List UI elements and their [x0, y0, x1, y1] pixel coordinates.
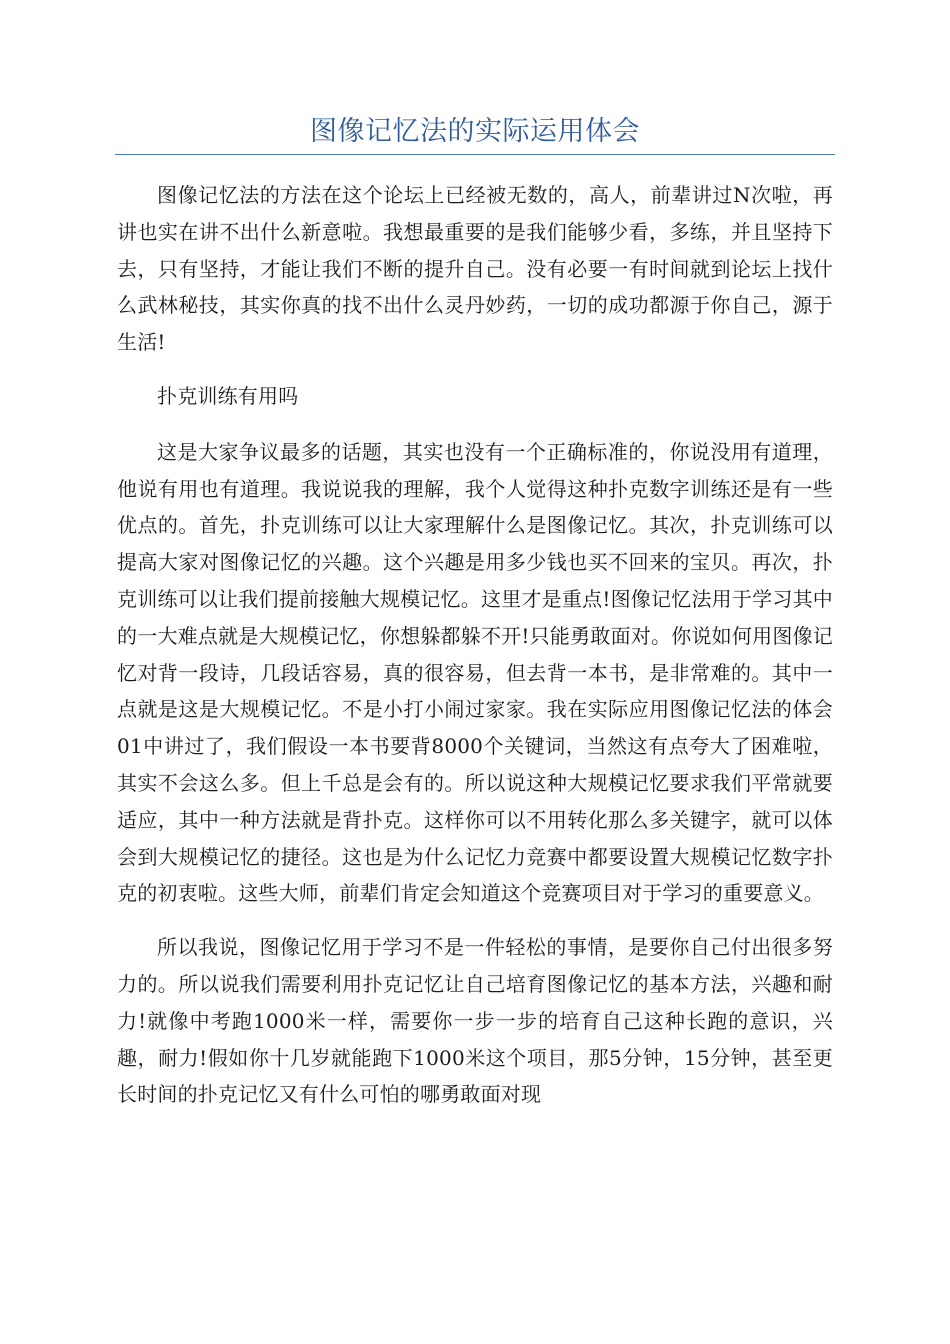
paragraph-intro: 图像记忆法的方法在这个论坛上已经被无数的，高人，前辈讲过N次啦，再讲也实在讲不出什么新意啦。我想最重要的是我们能够少看，多练，并且坚持下去，只有坚持，才能让我们不断的提升自己。没有必要一有时间就到论坛上找什么武林秘技，其实你真的找不出什么灵丹妙药，一切的成功都源于你自己，源于生活! [117, 183, 833, 355]
document-body [117, 177, 833, 1130]
title-underline [115, 154, 835, 155]
section-heading-poker: 扑克训练有用吗 [157, 383, 299, 408]
paragraph-conclusion: 所以我说，图像记忆用于学习不是一件轻松的事情，是要你自己付出很多努力的。所以说我们需要利用扑克记忆让自己培育图像记忆的基本方法，兴趣和耐力!就像中考跑1000米一样，需要你一步一步的培育自己这种长跑的意识，兴趣，耐力!假如你十几岁就能跑下1000米这个项目，那5分钟，15分钟，甚至更长时间的扑克记忆又有什么可怕的哪勇敢面对现 [117, 935, 833, 1107]
paragraph-poker-discussion: 这是大家争议最多的话题，其实也没有一个正确标准的，你说没用有道理，他说有用也有道理。我说说我的理解，我个人觉得这种扑克数字训练还是有一些优点的。首先，扑克训练可以让大家理解什么是图像记忆。其次，扑克训练可以提高大家对图像记忆的兴趣。这个兴趣是用多少钱也买不回来的宝贝。再次，扑克训练可以让我们提前接触大规模记忆。这里才是重点!图像记忆法用于学习其中的一大难点就是大规模记忆，你想躲都躲不开!只能勇敢面对。你说如何用图像记忆对背一段诗，几段话容易，真的很容易，但去背一本书，是非常难的。其中一点就是这是大规模记忆。不是小打小闹过家家。我在实际应用图像记忆法的体会01中讲过了，我们假设一本书要背8000个关键词，当然这有点夸大了困难啦，其实不会这么多。但上千总是会有的。所以说这种大规模记忆要求我们平常就要适应，其中一种方法就是背扑克。这样你可以不用转化那么多关键字，就可以体会到大规模记忆的捷径。这也是为什么记忆力竞赛中都要设置大规模记忆数字扑克的初衷啦。这些大师，前辈们肯定会知道这个竞赛项目对于学习的重要意义。 [117, 439, 833, 906]
document-title: 图像记忆法的实际运用体会 [310, 116, 640, 147]
